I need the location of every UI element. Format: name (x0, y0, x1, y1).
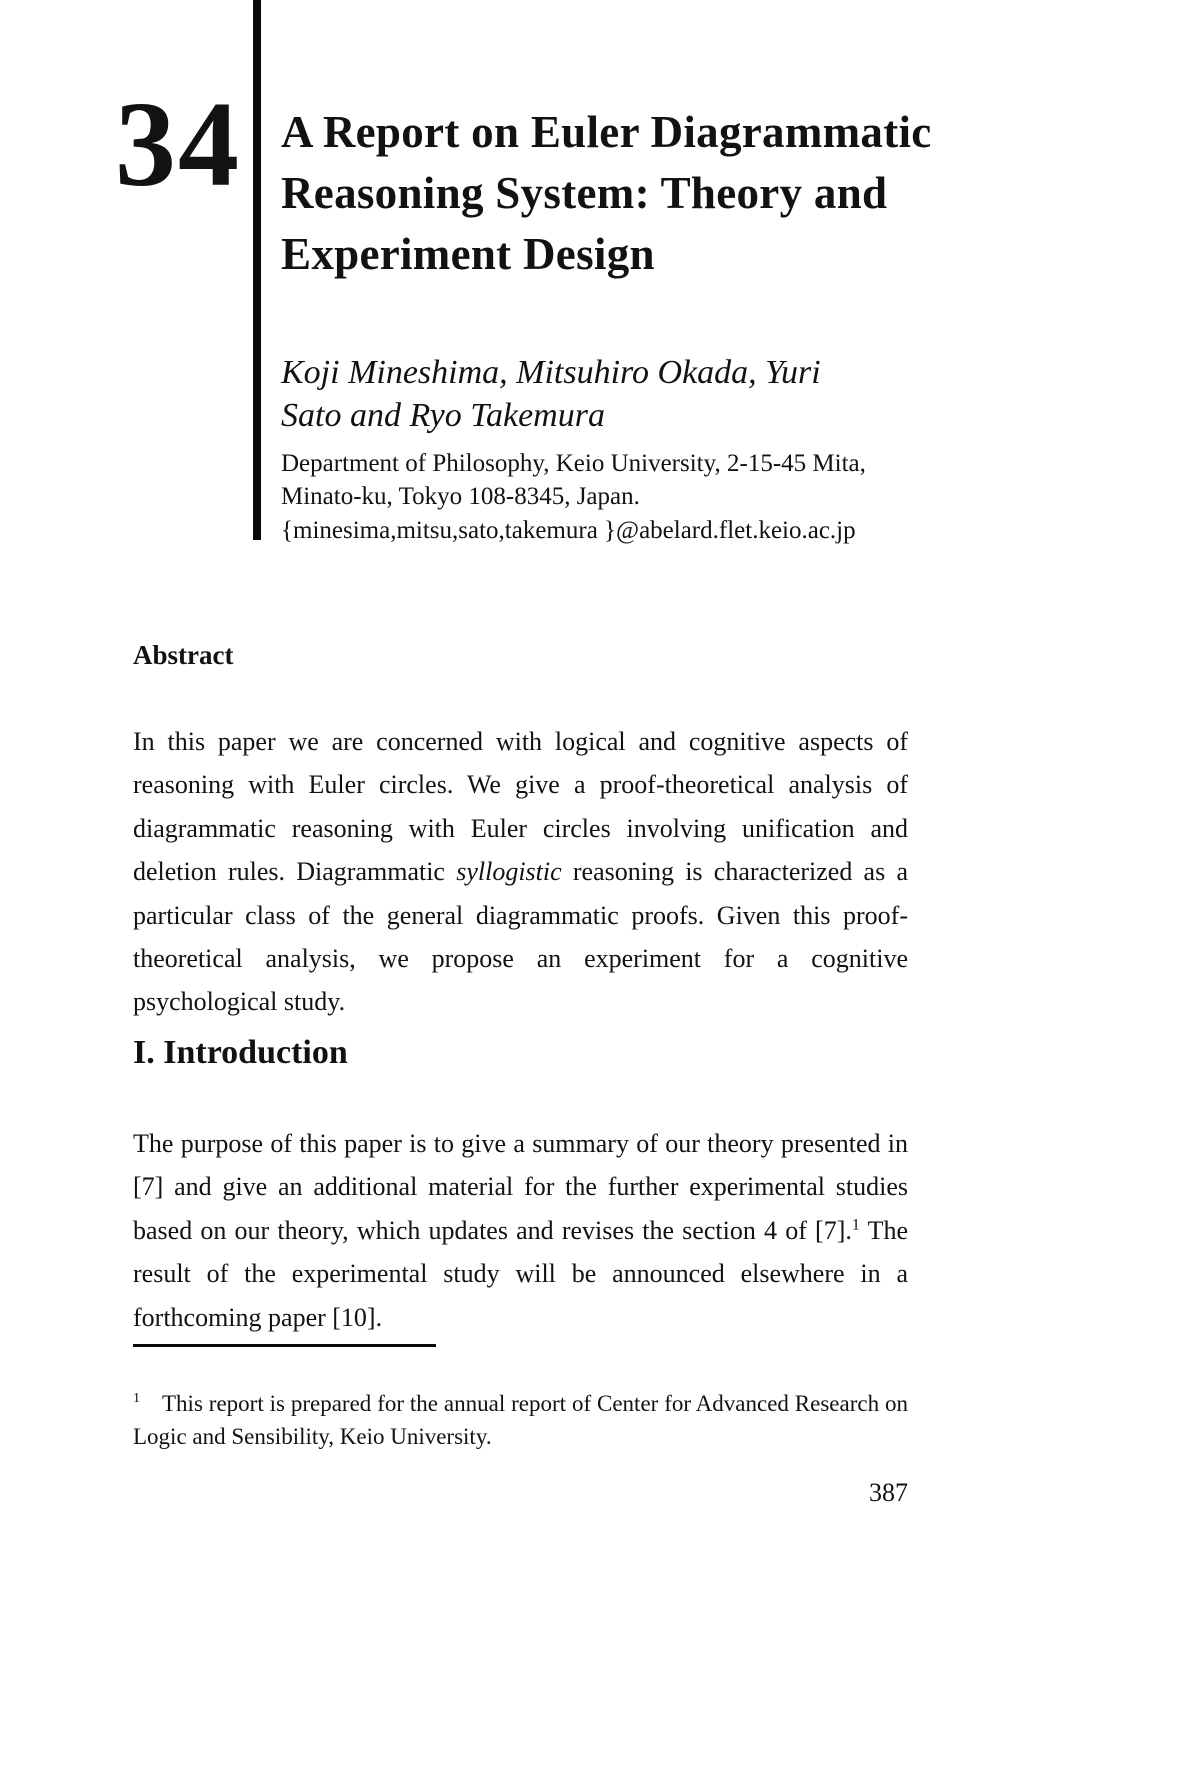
footnote-rule (133, 1344, 436, 1347)
title-line: Reasoning System: Theory and (281, 167, 888, 218)
affiliation-line: Minato-ku, Tokyo 108-8345, Japan. (281, 483, 640, 511)
intro-text-after: The result of the experimental study will be announced elsewhere in a forthcoming paper [10]. (133, 1215, 908, 1332)
author-line: Sato and Ryo Takemura (281, 397, 605, 435)
title-line: A Report on Euler Diagrammatic (281, 107, 932, 157)
title-line: Experiment Design (281, 228, 655, 279)
abstract-heading: Abstract (133, 640, 234, 670)
section-heading-introduction: I. Introduction (133, 1034, 348, 1071)
footnote-reference: 1 (851, 1216, 860, 1234)
chapter-number: 34 (115, 77, 241, 212)
title-divider-bar (253, 0, 261, 540)
affiliation-line: Department of Philosophy, Keio University, 2-15-45 Mita, (281, 450, 866, 477)
abstract-text-after: reasoning is characterized as a particular class of the general diagrammatic proofs. Given this proof-theoretical analysis, we propose an experiment for a cognitive psychological study. (133, 857, 908, 1017)
italic-term: syllogistic (456, 857, 562, 887)
paper-title (281, 102, 981, 284)
page-number: 387 (869, 1478, 908, 1507)
abstract-paragraph (133, 720, 908, 1024)
footnote (133, 1387, 908, 1454)
abstract-text-before: In this paper we are concerned with logical and cognitive aspects of reasoning with Euler circles. We give a proof-theoretical analysis of diagrammatic reasoning with Euler circles involving unification and deletion rules. Diagrammatic (133, 727, 908, 887)
intro-text-before: The purpose of this paper is to give a summary of our theory presented in [7] and give an additional material for the further experimental studies based on our theory, which updates and revises the section 4 of [7]. (133, 1129, 908, 1245)
affiliation (281, 447, 961, 547)
authors (281, 351, 961, 437)
author-line: Koji Mineshima, Mitsuhiro Okada, Yuri (281, 354, 821, 391)
introduction-paragraph (133, 1122, 908, 1339)
email-line: {minesima,mitsu,sato,takemura }@abelard.flet.keio.ac.jp (281, 516, 856, 544)
footnote-marker: 1 (133, 1391, 140, 1407)
footnote-text: This report is prepared for the annual report of Center for Advanced Research on Logic and Sensibility, Keio University. (133, 1391, 908, 1450)
